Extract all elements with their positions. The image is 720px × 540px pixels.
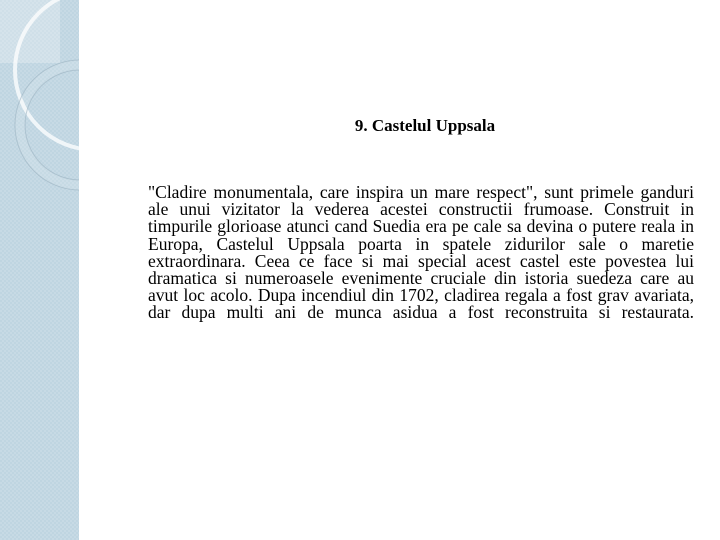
decorative-side-panel — [0, 0, 79, 540]
decorative-circles-icon — [0, 0, 79, 540]
slide-body-text: "Cladire monumentala, care inspira un mare respect", sunt primele ganduri ale unui vizitator la vederea acestei constructii frumoase. Construit in timpurile glorioase atunci cand Suedia era pe cale sa devina o putere reala in Europa, Castelul Uppsala poarta in spatele zidurilor sale o maretie extraordinara. Ceea ce face si mai special acest castel este povestea lui dramatica si numeroasele evenimente cruciale din istoria suedeza care au avut loc acolo. Dupa incendiul din 1702, cladirea regala a fost grav avariata, dar dupa multi ani de munca asidua a fost reconstruita si restaurata. — [148, 182, 694, 323]
slide-title: 9. Castelul Uppsala — [354, 116, 496, 135]
